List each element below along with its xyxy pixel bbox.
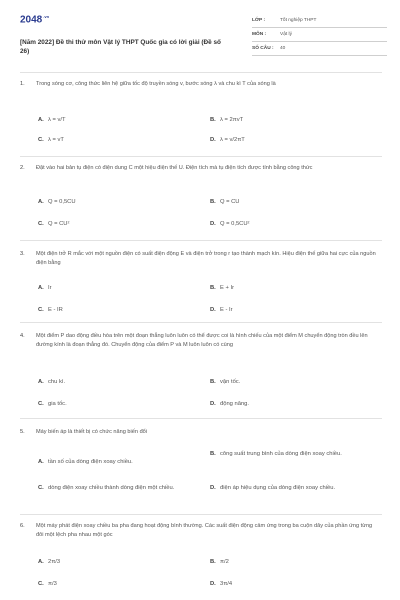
option-letter: B. xyxy=(210,379,216,385)
option-letter: B. xyxy=(210,199,216,205)
option-letter: B. xyxy=(210,559,216,565)
question-3 xyxy=(20,250,382,320)
option-c[interactable] xyxy=(38,306,63,314)
question-text: Trong sóng cơ, công thức liên hệ giữa tốc độ truyền sóng v, bước sóng λ và chu kì T của sóng là xyxy=(36,81,276,87)
option-letter: C. xyxy=(38,307,44,313)
question-number: 5. xyxy=(20,429,25,435)
option-text: λ = vT xyxy=(48,137,64,143)
separator xyxy=(20,418,382,419)
question-number: 2. xyxy=(20,165,25,171)
option-b[interactable] xyxy=(210,450,360,458)
option-text: Q = CU xyxy=(220,199,240,205)
option-letter: D. xyxy=(210,401,216,407)
option-letter: C. xyxy=(38,581,44,587)
option-d[interactable] xyxy=(210,484,360,492)
header xyxy=(20,14,385,64)
question-2 xyxy=(20,164,382,238)
option-text: π/3 xyxy=(48,581,57,587)
option-letter: B. xyxy=(210,285,216,291)
option-letter: C. xyxy=(38,401,44,407)
question-text: Máy biến áp là thiết bị có chức năng biến đổi xyxy=(36,429,148,435)
option-letter: C. xyxy=(38,485,44,491)
option-c[interactable] xyxy=(38,136,64,144)
option-text: vận tốc. xyxy=(220,379,241,385)
option-text: Ir xyxy=(48,285,52,291)
question-6 xyxy=(20,522,382,598)
option-letter: A. xyxy=(38,199,44,205)
option-b[interactable] xyxy=(210,284,234,292)
option-b[interactable] xyxy=(210,198,240,206)
meta-row-class xyxy=(252,14,387,28)
question-5 xyxy=(20,428,382,508)
option-letter: A. xyxy=(38,559,44,565)
meta-value: Tốt nghiệp THPT xyxy=(280,18,317,23)
option-c[interactable] xyxy=(38,580,57,588)
meta-key: MÔN : xyxy=(252,32,267,37)
option-text: Q = CU² xyxy=(48,221,70,227)
option-text: π/2 xyxy=(220,559,229,565)
option-d[interactable] xyxy=(210,400,249,408)
option-letter: A. xyxy=(38,117,44,123)
meta-key: LỚP : xyxy=(252,18,266,23)
option-b[interactable] xyxy=(210,558,229,566)
separator xyxy=(20,156,382,157)
option-c[interactable] xyxy=(38,220,69,228)
option-a[interactable] xyxy=(38,284,52,292)
option-a[interactable] xyxy=(38,378,65,386)
separator xyxy=(20,240,382,241)
option-d[interactable] xyxy=(210,580,232,588)
option-c[interactable] xyxy=(38,400,67,408)
separator xyxy=(20,514,382,515)
option-a[interactable] xyxy=(38,198,76,206)
option-letter: A. xyxy=(38,459,44,465)
separator xyxy=(20,322,382,323)
option-b[interactable] xyxy=(210,378,240,386)
option-a[interactable] xyxy=(38,458,188,466)
question-number: 3. xyxy=(20,251,25,257)
question-text: Một máy phát điện xoay chiều ba pha đang hoạt động bình thường. Các suất điện động cảm ứng trong ba cuộn dây của phần ứng từng đôi một lệch pha nhau một góc xyxy=(36,523,373,538)
exam-title: [Năm 2022] Đề thi thử môn Vật lý THPT Quốc gia có lời giải (Đề số 26) xyxy=(20,39,221,55)
question-text: Một điện trở R mắc với một nguồn điện có suất điện động E và điện trở trong r tạo thành mạch kín. Hiệu điện thế giữa hai cực của nguồn điện bằng xyxy=(36,251,376,266)
option-text: Q = 0,5CU² xyxy=(220,221,250,227)
option-d[interactable] xyxy=(210,306,233,314)
option-text: λ = v/2πT xyxy=(220,137,245,143)
option-c[interactable] xyxy=(38,484,188,492)
option-text: E + Ir xyxy=(220,285,235,291)
option-text: điện áp hiệu dụng của dòng điện xoay chiều. xyxy=(220,485,336,491)
option-text: động năng. xyxy=(220,401,250,407)
option-letter: C. xyxy=(38,221,44,227)
option-letter: D. xyxy=(210,137,216,143)
option-text: λ = v/T xyxy=(48,117,66,123)
option-text: dòng điện xoay chiều thành dòng điện một chiều. xyxy=(48,485,175,491)
option-text: λ = 2πvT xyxy=(220,117,244,123)
meta-value: Vật lý xyxy=(280,32,292,37)
separator xyxy=(20,72,382,73)
option-text: E - IR xyxy=(48,307,63,313)
option-letter: B. xyxy=(210,117,216,123)
option-text: tần số của dòng điện xoay chiều. xyxy=(48,459,133,465)
option-letter: D. xyxy=(210,581,216,587)
meta-value: 40 xyxy=(280,46,286,51)
option-text: chu kì. xyxy=(48,379,66,385)
question-number: 1. xyxy=(20,81,25,87)
question-4 xyxy=(20,332,382,412)
option-a[interactable] xyxy=(38,558,60,566)
option-b[interactable] xyxy=(210,116,243,124)
meta-table xyxy=(252,14,387,56)
option-letter: B. xyxy=(210,451,216,457)
option-letter: D. xyxy=(210,485,216,491)
question-text: Một điểm P dao động điều hòa trên một đoạn thẳng luôn luôn có thể được coi là hình chiếu của một điểm M chuyển động tròn đều lên đường kính là đoạn thẳng đó. Chuyển động của điểm P và M luôn luôn có cùng xyxy=(36,333,368,348)
question-1 xyxy=(20,80,382,150)
option-text: gia tốc. xyxy=(48,401,67,407)
question-number: 6. xyxy=(20,523,25,529)
question-text: Đặt vào hai bản tụ điện có điện dung C một hiệu điện thế U. Điện tích mà tụ điện tích được tính bằng công thức xyxy=(36,165,313,171)
option-letter: D. xyxy=(210,307,216,313)
option-text: Q = 0,5CU xyxy=(48,199,76,205)
option-letter: C. xyxy=(38,137,44,143)
option-text: E - Ir xyxy=(220,307,233,313)
option-letter: D. xyxy=(210,221,216,227)
logo-sup: .vn xyxy=(43,14,50,19)
option-d[interactable] xyxy=(210,136,245,144)
meta-row-subject xyxy=(252,28,387,42)
option-d[interactable] xyxy=(210,220,249,228)
option-text: công suất trung bình của dòng điện xoay chiều. xyxy=(220,451,342,457)
option-text: 2π/3 xyxy=(48,559,61,565)
option-a[interactable] xyxy=(38,116,66,124)
meta-row-count xyxy=(252,42,387,56)
option-letter: A. xyxy=(38,285,44,291)
option-letter: A. xyxy=(38,379,44,385)
meta-key: SỐ CÂU : xyxy=(252,46,274,51)
logo-text: 2048 xyxy=(20,14,43,26)
site-logo[interactable] xyxy=(20,14,49,25)
option-text: 3π/4 xyxy=(220,581,233,587)
question-number: 4. xyxy=(20,333,25,339)
